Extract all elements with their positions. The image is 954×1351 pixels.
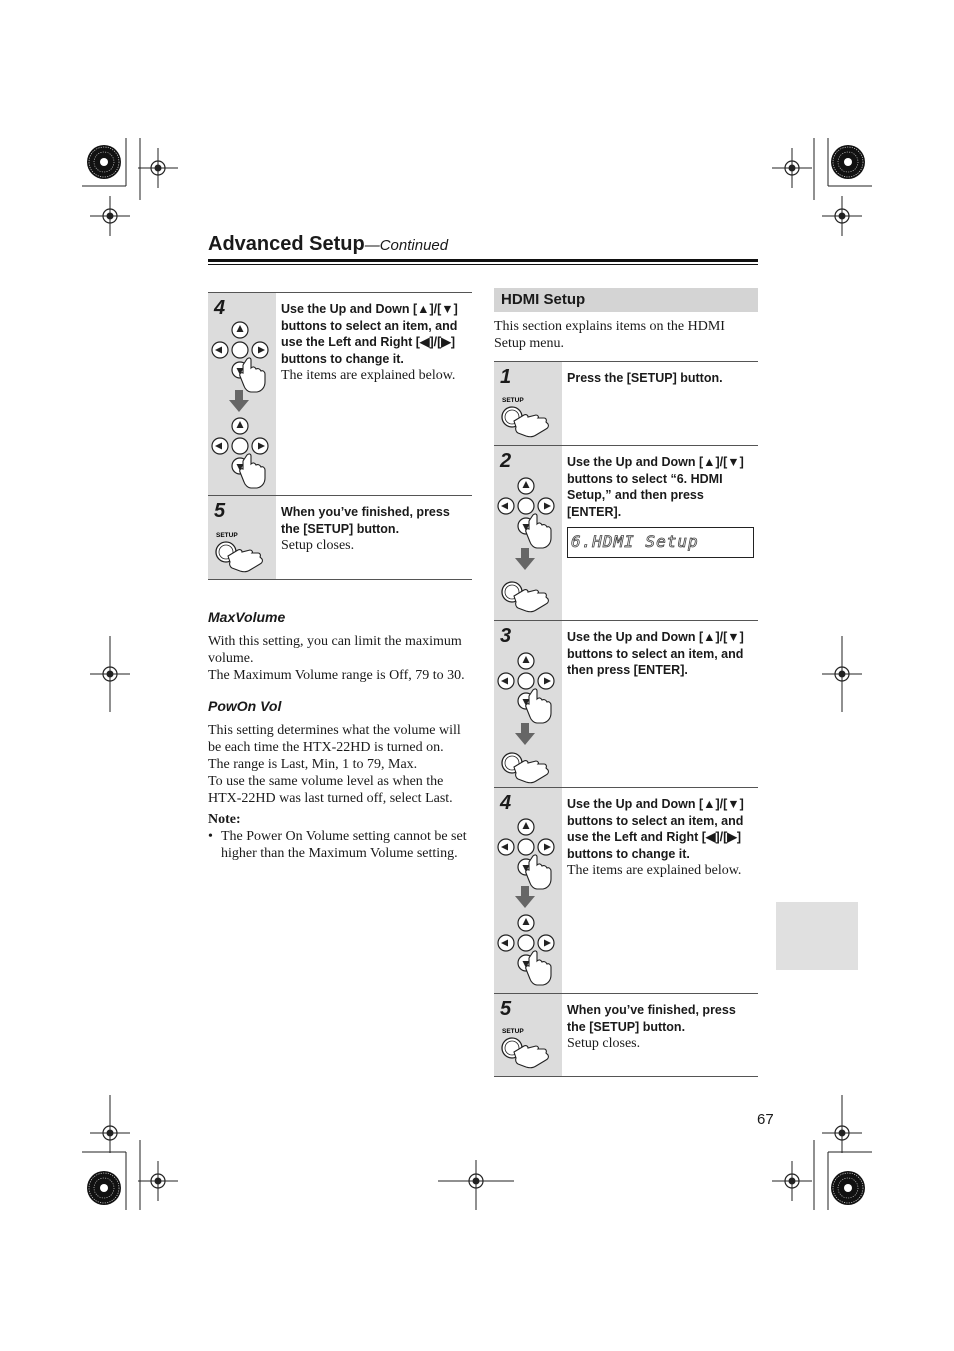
note-item	[208, 828, 474, 862]
step-instruction: When you’ve finished, press the [SETUP] button.	[281, 505, 450, 536]
step-detail: Setup closes.	[567, 1036, 641, 1051]
remote-arrow-pad-icon	[496, 818, 560, 890]
setup-icon-label: SETUP	[502, 397, 524, 404]
maxvolume-line2: The Maximum Volume range is Off, 79 to 30.	[208, 668, 465, 683]
maxvolume-heading: MaxVolume	[208, 609, 286, 625]
left-step-4	[208, 292, 472, 496]
powon-line1: This setting determines what the volume will be each time the HTX-22HD is turned on.	[208, 723, 461, 755]
hdmi-step-3	[494, 620, 758, 788]
enter-button-icon	[498, 743, 560, 789]
setup-icon-label: SETUP	[502, 1028, 524, 1035]
step-instruction: When you’ve finished, press the [SETUP] button.	[567, 1003, 736, 1034]
step-number: 4	[214, 297, 226, 319]
remote-arrow-pad-icon	[210, 417, 274, 489]
hdmi-step-4	[494, 787, 758, 994]
setup-button-icon	[212, 530, 274, 576]
step-number: 5	[214, 500, 226, 522]
hdmi-heading-text: HDMI Setup	[501, 291, 586, 308]
powon-line2: The range is Last, Min, 1 to 79, Max.	[208, 757, 418, 772]
setup-button-icon	[498, 1026, 560, 1072]
down-arrow-icon	[515, 548, 535, 570]
step-number: 4	[500, 792, 512, 814]
maxvolume-body	[208, 633, 474, 684]
title-text: Advanced Setup	[208, 233, 365, 255]
down-arrow-icon	[515, 723, 535, 745]
remote-arrow-pad-icon	[210, 321, 274, 393]
hdmi-step-5	[494, 993, 758, 1077]
step-instruction: Use the Up and Down [▲]/[▼] buttons to select “6. HDMI Setup,” and then press [ENTER].	[567, 455, 744, 519]
bullet-icon: •	[208, 829, 213, 844]
hdmi-intro: This section explains items on the HDMI Setup menu.	[494, 319, 725, 351]
step-detail: The items are explained below.	[281, 368, 456, 383]
setup-button-icon	[498, 395, 560, 441]
down-arrow-icon	[229, 390, 249, 412]
step-number: 5	[500, 998, 512, 1020]
step-number: 3	[500, 625, 512, 647]
title-continued: —Continued	[364, 237, 449, 254]
note-item-text: The Power On Volume setting cannot be set higher than the Maximum Volume setting.	[221, 829, 467, 861]
setup-icon-label: SETUP	[216, 532, 238, 539]
powon-line3: To use the same volume level as when the HTX-22HD was last turned off, select Last.	[208, 774, 453, 806]
left-step-5	[208, 495, 472, 580]
page-number: 67	[757, 1111, 774, 1128]
step-instruction: Use the Up and Down [▲]/[▼] buttons to select an item, and then press [ENTER].	[567, 630, 744, 677]
step-detail: The items are explained below.	[567, 863, 742, 878]
step-detail: Setup closes.	[281, 538, 355, 553]
hdmi-step-2	[494, 445, 758, 621]
step-instruction: Use the Up and Down [▲]/[▼] buttons to select an item, and use the Left and Right [◀]/[▶] buttons to change it.	[567, 797, 744, 861]
remote-arrow-pad-icon	[496, 477, 560, 549]
remote-arrow-pad-icon	[496, 914, 560, 986]
side-tab	[776, 902, 858, 970]
down-arrow-icon	[515, 886, 535, 908]
enter-button-icon	[498, 572, 560, 618]
step-number: 1	[500, 366, 512, 388]
maxvolume-line1: With this setting, you can limit the maximum volume.	[208, 634, 462, 666]
hdmi-setup-heading	[494, 288, 758, 312]
powon-heading: PowOn Vol	[208, 698, 282, 714]
step-instruction: Use the Up and Down [▲]/[▼] buttons to select an item, and use the Left and Right [◀]/[▶] buttons to change it.	[281, 302, 458, 366]
remote-arrow-pad-icon	[496, 652, 560, 724]
header-rule-thin	[208, 264, 758, 265]
page-title	[208, 233, 448, 256]
step-number: 2	[500, 450, 512, 472]
hdmi-step-1	[494, 361, 758, 446]
lcd-display: 6.HDMI Setup	[567, 527, 754, 558]
note-label: Note:	[208, 812, 241, 827]
step-instruction: Press the [SETUP] button.	[567, 371, 723, 385]
powon-body	[208, 722, 474, 862]
header-rule	[208, 259, 758, 262]
